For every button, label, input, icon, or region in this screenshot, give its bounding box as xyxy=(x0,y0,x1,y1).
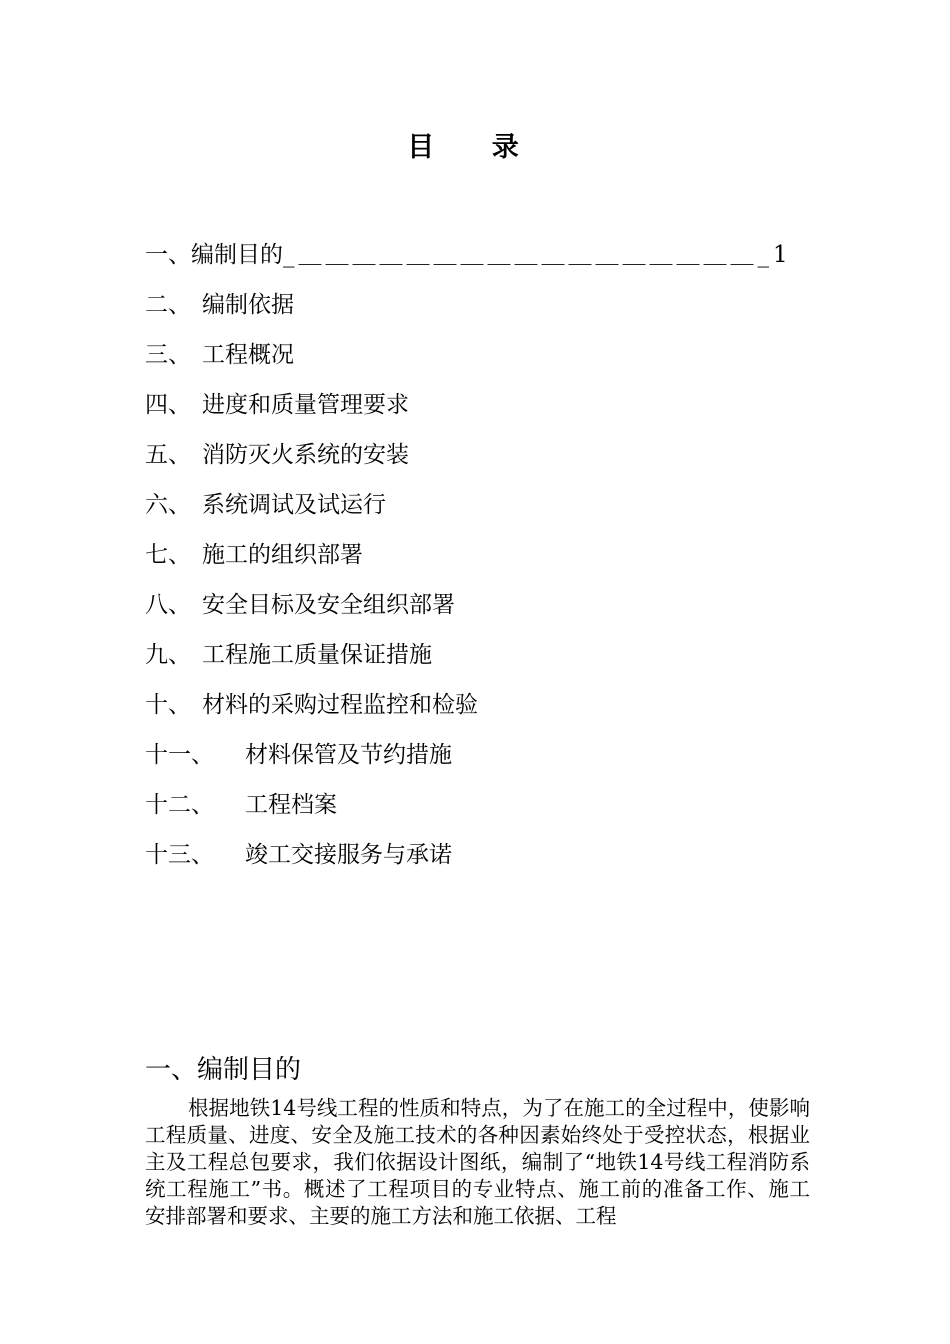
table-of-contents xyxy=(145,230,788,880)
toc-item-label: 材料保管及节约措施 xyxy=(245,742,452,768)
toc-item-page: 1 xyxy=(773,242,788,268)
toc-item-number: 十三、 xyxy=(145,842,214,868)
toc-item[interactable] xyxy=(145,230,788,280)
toc-item-number: 七、 xyxy=(145,542,191,568)
toc-item-number: 十、 xyxy=(145,692,191,718)
toc-item-label: 工程施工质量保证措施 xyxy=(202,642,432,668)
toc-item-number: 九、 xyxy=(145,642,191,668)
toc-item[interactable] xyxy=(145,280,785,330)
toc-item[interactable] xyxy=(145,780,785,830)
toc-item[interactable] xyxy=(145,430,785,480)
section-body-paragraph: 根据地铁14号线工程的性质和特点，为了在施工的全过程中，使影响工程质量、进度、安全及施工技术的各种因素始终处于受控状态，根据业主及工程总包要求，我们依据设计图纸，编制了“地铁14号线工程消防系统工程施工”书。概述了工程项目的专业特点、施工前的准备工作、施工安排部署和要求、主要的施工方法和施工依据、工程 xyxy=(145,1096,810,1228)
section-heading: 一、编制目的 xyxy=(145,1055,302,1085)
toc-item-label: 工程档案 xyxy=(245,792,337,818)
toc-item[interactable] xyxy=(145,580,785,630)
toc-item-label: 编制目的 xyxy=(191,242,283,268)
toc-item[interactable] xyxy=(145,480,785,530)
toc-item[interactable] xyxy=(145,530,785,580)
toc-item-number: 三、 xyxy=(145,342,191,368)
toc-item-label: 竣工交接服务与承诺 xyxy=(245,842,452,868)
toc-item-label: 进度和质量管理要求 xyxy=(202,392,409,418)
toc-item-number: 八、 xyxy=(145,592,191,618)
toc-item-label: 材料的采购过程监控和检验 xyxy=(202,692,478,718)
toc-item[interactable] xyxy=(145,830,785,880)
toc-item-number: 十一、 xyxy=(145,742,214,768)
toc-item-number: 二、 xyxy=(145,292,191,318)
toc-item[interactable] xyxy=(145,730,785,780)
toc-item-number: 十二、 xyxy=(145,792,214,818)
toc-item-number: 一、 xyxy=(145,242,191,268)
toc-item-label: 消防灭火系统的安装 xyxy=(202,442,409,468)
toc-item-label: 编制依据 xyxy=(202,292,294,318)
toc-item-label: 工程概况 xyxy=(202,342,294,368)
toc-item-number: 四、 xyxy=(145,392,191,418)
toc-title: 目 录 xyxy=(407,132,543,163)
toc-item-leader: _＿＿＿＿＿＿＿＿＿＿＿＿＿＿＿＿＿_ xyxy=(283,242,773,268)
toc-item-label: 施工的组织部署 xyxy=(202,542,363,568)
toc-item[interactable] xyxy=(145,630,785,680)
toc-item[interactable] xyxy=(145,330,785,380)
toc-item-number: 六、 xyxy=(145,492,191,518)
toc-item-label: 系统调试及试运行 xyxy=(202,492,386,518)
toc-item-label: 安全目标及安全组织部署 xyxy=(202,592,455,618)
toc-item-number: 五、 xyxy=(145,442,191,468)
toc-item[interactable] xyxy=(145,680,785,730)
toc-item[interactable] xyxy=(145,380,785,430)
